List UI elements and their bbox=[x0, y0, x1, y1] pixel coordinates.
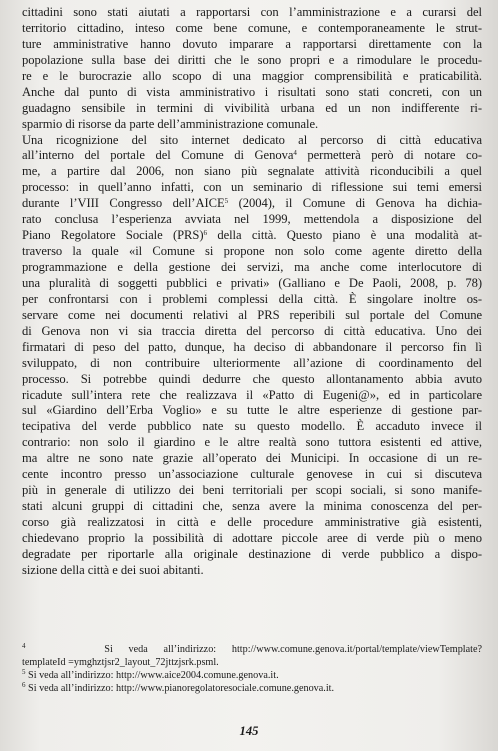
text-line: chiedevano proprio la possibilità di adottare piccole aree di verde più o meno bbox=[22, 530, 482, 545]
footnote-number: 4 bbox=[22, 642, 26, 650]
text-line bbox=[22, 148, 482, 164]
footnote-4 bbox=[22, 643, 482, 656]
text-line: una pluralità di soggetti pubblici e privati» (Galliano e De Paoli, 2008, p. 78) bbox=[22, 275, 482, 290]
text-line bbox=[22, 196, 482, 212]
footnote-ref-5: 5 bbox=[224, 197, 229, 206]
text-line: processo. Si potrebbe quindi dedurre che questo allontanamento abbia avuto bbox=[22, 371, 482, 386]
text-line: Anche dal punto di vista amministrativo i risultati sono stati concreti, con un bbox=[22, 84, 482, 99]
text-line: ricadute sull’intera rete che realizzava il «Patto di Eugeni@», ed in particolare bbox=[22, 387, 482, 402]
text-line: ma altre ne sono nate grazie all’operato dei Municipi. In occasione di un re- bbox=[22, 451, 482, 466]
footnote-ref-4: 4 bbox=[293, 149, 297, 158]
text-line: programmazione e della gestione dei servizi, ma anche come interlocutore di bbox=[22, 260, 482, 274]
text-segment: (2004), il Comune di Genova ha dichia- bbox=[228, 196, 482, 211]
text-line: firmatari di peso del patto, dunque, ha deciso di abbandonare il percorso fin lì bbox=[22, 339, 482, 354]
footnote-4-continuation: templateId =ymghztjsr2_layout_72jttzjsrk.psml. bbox=[22, 657, 219, 668]
footnote-ref-6: 6 bbox=[203, 229, 207, 238]
text-line: sizione della città e dei suoi abitanti. bbox=[22, 562, 204, 577]
text-line: Una ricognizione del sito internet dedicato al percorso di città educativa bbox=[22, 132, 482, 147]
text-segment: durante l’VIII Congresso dell’AICE bbox=[22, 196, 225, 211]
footnote-text: Si veda all’indirizzo: http://www.aice2004.comune.genova.it. bbox=[28, 670, 279, 681]
text-line: guadagno sensibile in termini di vivibilità urbana ed un non indifferente ri- bbox=[22, 100, 482, 115]
text-line: re e le burocrazie allo scopo di una maggior comprensibilità e praticabilità. bbox=[22, 68, 482, 83]
text-line: cente incontro presso un’associazione culturale genovese in cui si discuteva bbox=[22, 467, 482, 482]
text-line: di Genova non vi sia traccia diretta del percorso di città educativa. Uno dei bbox=[22, 323, 482, 338]
body-text bbox=[22, 5, 482, 579]
footnote-number: 6 bbox=[22, 681, 26, 689]
text-line: cittadini sono stati aiutati a rapportarsi con l’amministrazione e a curarsi del bbox=[22, 5, 482, 19]
text-segment: permetterà però di notare co- bbox=[296, 148, 482, 163]
footnote-5 bbox=[22, 669, 482, 682]
paragraph-continuation bbox=[22, 5, 482, 133]
text-line: territorio cittadino, inteso come bene comune, e contemporaneamente le strut- bbox=[22, 20, 482, 35]
text-line: ture amministrative hanno dovuto imparare a rapportarsi direttamente con la bbox=[22, 36, 482, 51]
text-line: più in generale di utilizzo dei beni territoriali per scopi sociali, si sono manife- bbox=[22, 483, 482, 498]
footnote-number: 5 bbox=[22, 668, 26, 676]
paragraph-city-education bbox=[22, 133, 482, 579]
text-segment: Piano Regolatore Sociale (PRS) bbox=[22, 228, 204, 243]
footnote-text: Si veda all’indirizzo: http://www.comune.genova.it/portal/template/viewTemplate? bbox=[104, 644, 483, 655]
text-line: corso già realizzatosi in città e delle procedure amministrative già esistenti, bbox=[22, 515, 482, 529]
footnotes bbox=[22, 643, 482, 695]
text-line bbox=[22, 228, 482, 244]
text-line: contrario: non solo il giardino e le altre realtà sono tuttora esistenti ed attive, bbox=[22, 435, 482, 450]
text-line: degradate per riportarle alla originale destinazione di verde pubblico a dispo- bbox=[22, 546, 482, 561]
page-number: 145 bbox=[239, 724, 259, 738]
text-line: me, a partire dal 2006, non siano più segnalate attività riconducibili a quel bbox=[22, 164, 482, 179]
text-line: rato conclusa l’esperienza avviata nel 1999, mettendola a disposizione del bbox=[22, 212, 482, 227]
text-line: per confrontarsi con i problemi complessi della città. È singolare inoltre os- bbox=[22, 291, 482, 306]
footnote-text: Si veda all’indirizzo: http://www.pianoregolatoresociale.comune.genova.it. bbox=[28, 683, 335, 694]
text-line: traverso la quale «il Comune si propone non solo come agente diretto della bbox=[22, 244, 482, 259]
text-segment: della città. Questo piano è una modalità at- bbox=[206, 228, 482, 243]
text-segment: all’interno del portale del Comune di Genova bbox=[22, 148, 294, 163]
text-line: popolazione sulla base dei diritti che le sono propri e a rimodulare le procedu- bbox=[22, 52, 482, 67]
footnote-6 bbox=[22, 682, 482, 695]
text-line: sul «Giardino dell’Erba Voglio» e su tutte le altre esperienze di gestione par- bbox=[22, 403, 482, 418]
text-line: stati alcuni gruppi di cittadini che, senza avere la minima conoscenza del per- bbox=[22, 499, 482, 514]
text-line: processo: in quell’anno infatti, con un seminario di riflessione sui temi emersi bbox=[22, 180, 482, 195]
text-line: sparmio di risorse da parte dell’amministrazione comunale. bbox=[22, 116, 319, 131]
text-line: tecipativa del verde pubblico nate su questo modello. È accaduto invece il bbox=[22, 419, 482, 434]
text-line: sviluppato, di non contribuire ulteriormente all’azione di coordinamento del bbox=[22, 355, 482, 370]
text-line: servare come nei documenti relativi al PRS reperibili sul portale del Comune bbox=[22, 307, 482, 322]
